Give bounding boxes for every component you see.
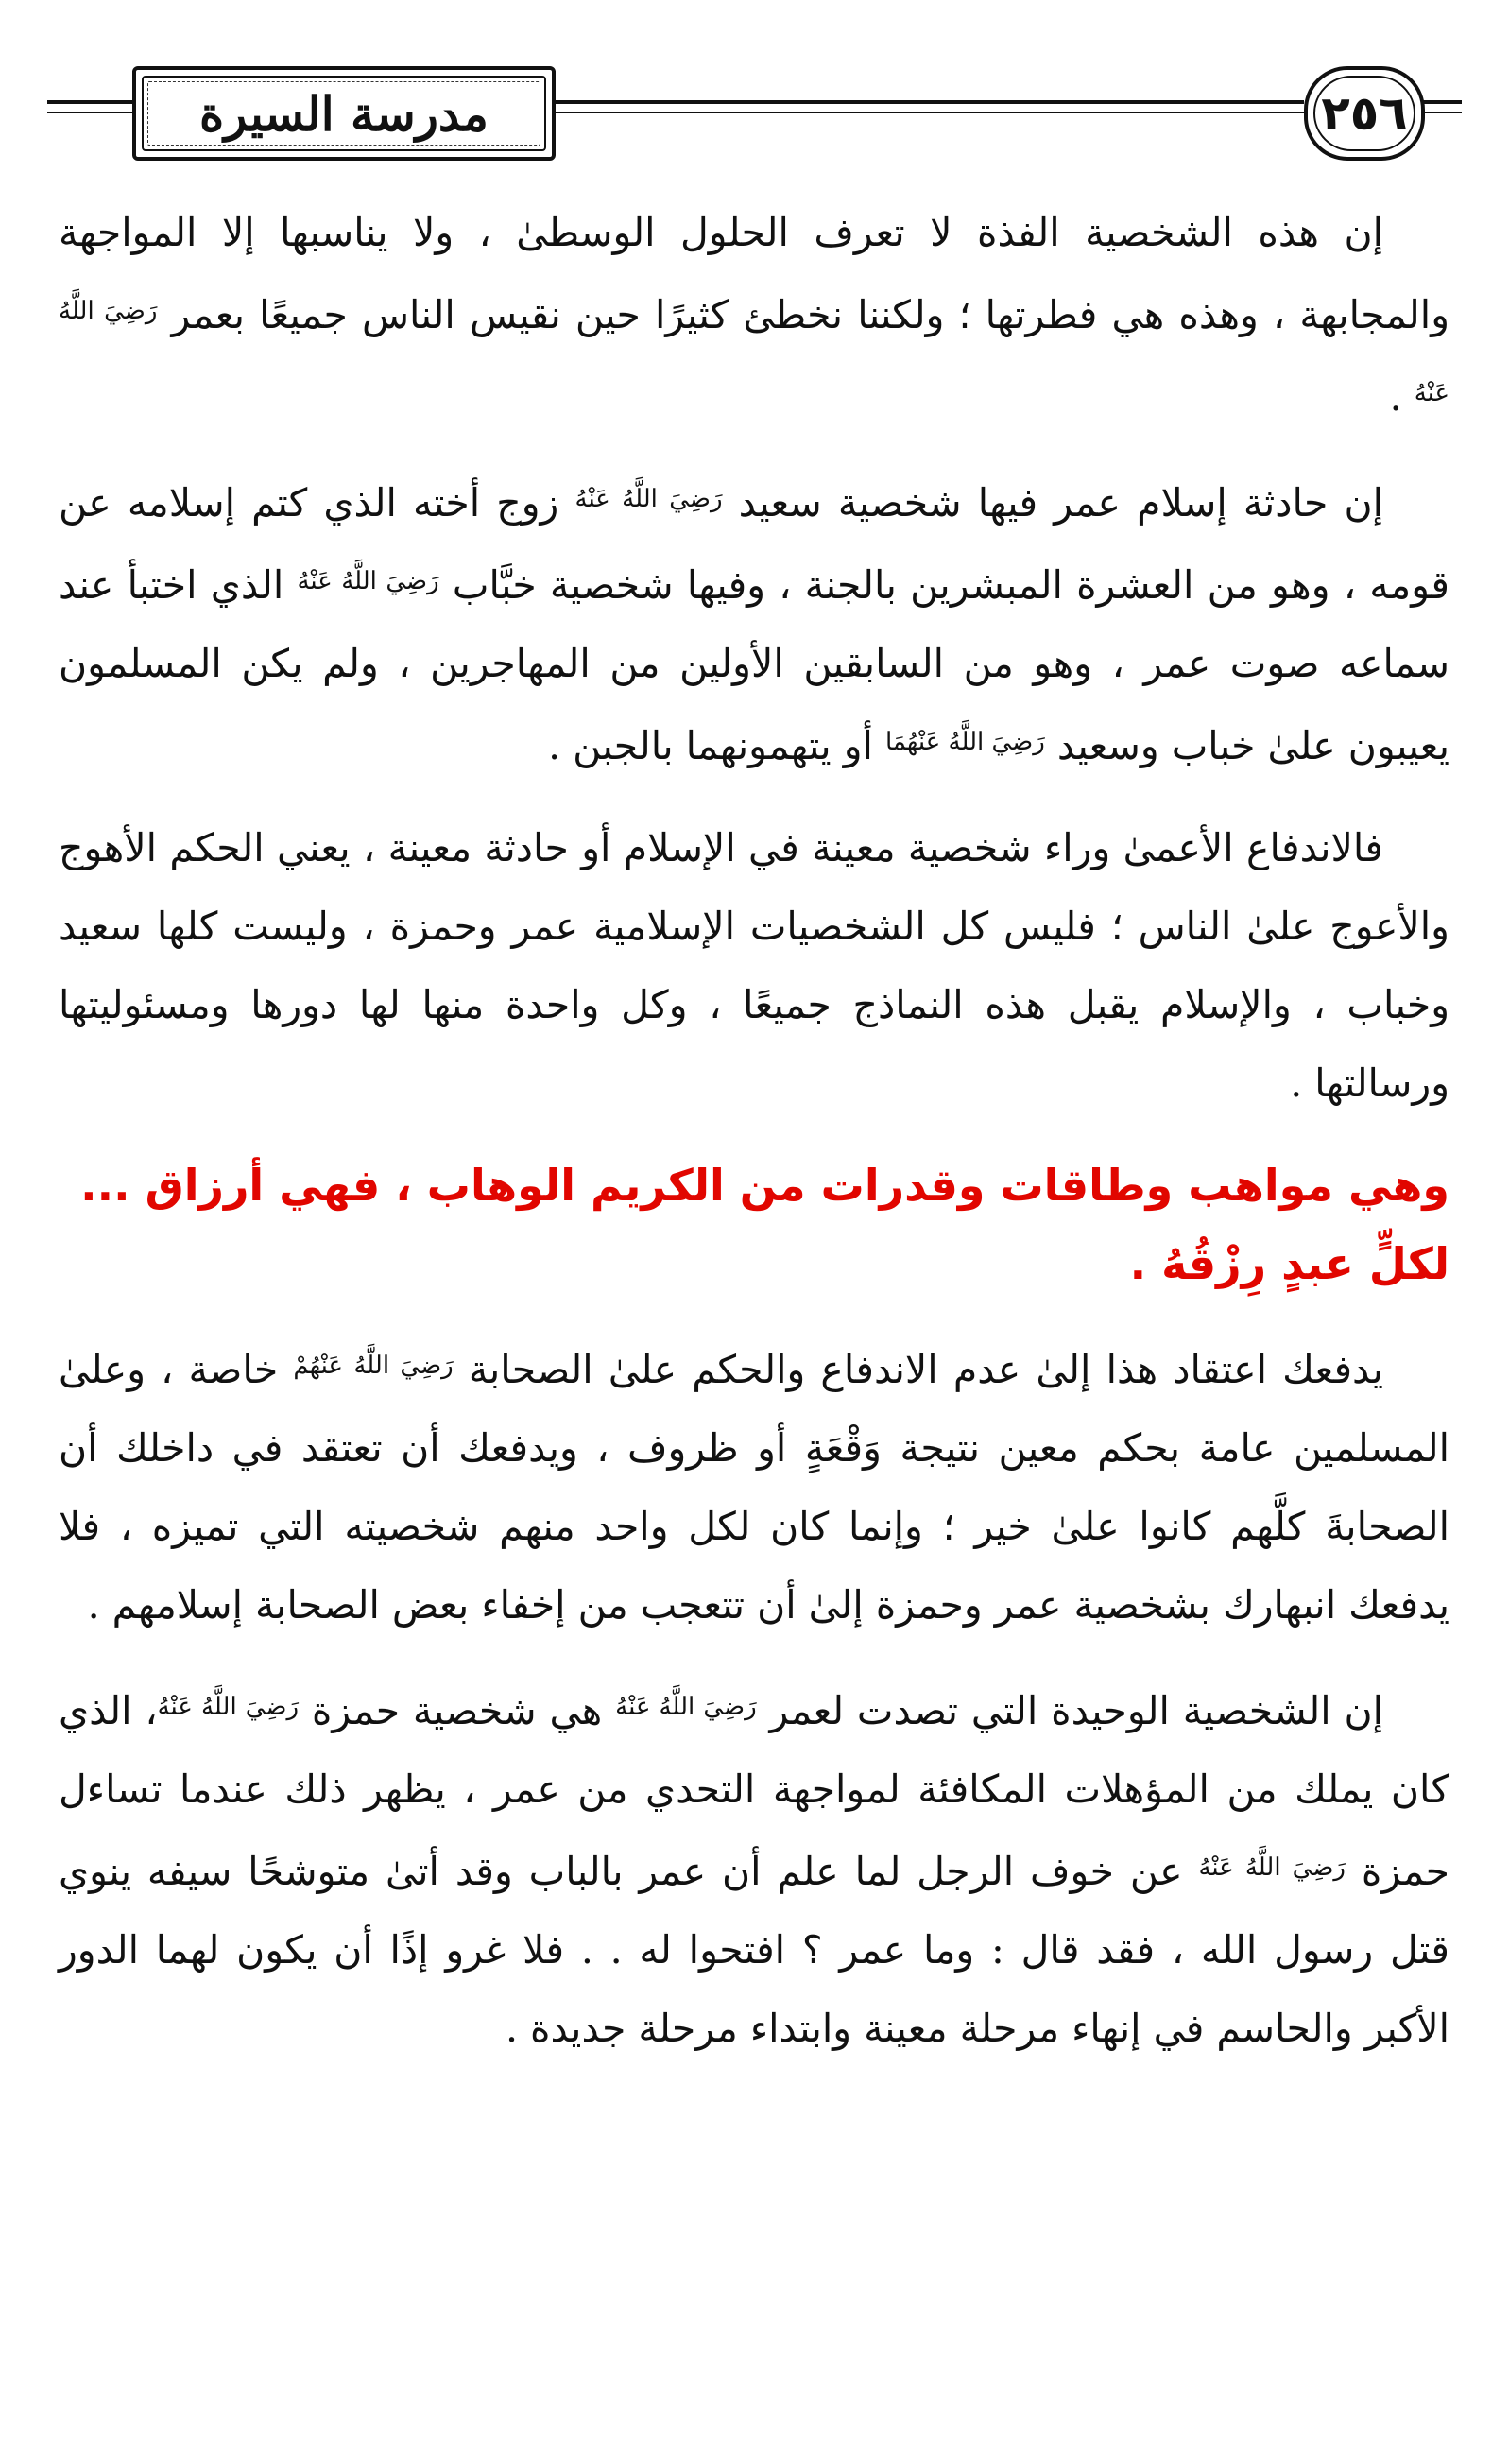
honorific-mark: رَضِيَ اللَّهُ عَنْهُ — [297, 567, 439, 595]
header-rule-left — [47, 100, 132, 104]
highlighted-headline — [59, 1146, 1449, 1303]
body-paragraph — [59, 194, 1449, 437]
header-rule-middle-thin — [548, 112, 1304, 113]
paragraph-text: الذي اختبأ عند سماعه صوت عمر ، وهو من السابقين الأولين من المهاجرين ، ولم يكن المسلمون يعيبون علىٰ خباب وسعيد — [59, 562, 1449, 768]
honorific-mark: رَضِيَ اللَّهُ عَنْهُ — [1198, 1853, 1346, 1882]
honorific-mark: رَضِيَ اللَّهُ عَنْهُ — [615, 1693, 757, 1721]
paragraph-text: عن خوف الرجل لما علم أن عمر بالباب وقد أتىٰ متوشحًا سيفه ينوي قتل رسول الله ، فقد قال : وما عمر ؟ افتحوا له . . فلا غرو إذًا أن يكون لهما الدور الأكبر والحاسم في إنهاء مرحلة معينة وابتداء مرحلة جديدة . — [59, 1849, 1449, 2051]
honorific-mark: رَضِيَ اللَّهُ عَنْهُمَا — [884, 728, 1045, 756]
paragraph-text: . — [1389, 374, 1415, 420]
paragraph-text: زوج أخته الذي كتم إسلامه عن قومه ، وهو من العشرة المبشرين بالجنة ، وفيها شخصية خبَّاب — [59, 480, 1449, 608]
page-number-oval — [1304, 66, 1425, 161]
header-rule-left-thin — [47, 112, 132, 113]
paragraph-text: إن حادثة إسلام عمر فيها شخصية سعيد — [722, 480, 1384, 526]
honorific-mark: رَضِيَ اللَّهُ عَنْهُ — [574, 485, 723, 513]
body-paragraph — [59, 809, 1449, 1123]
paragraph-text: أو يتهمونهما بالجبن . — [548, 723, 885, 768]
honorific-mark: رَضِيَ اللَّهُ عَنْهُمْ — [293, 1352, 454, 1380]
paragraph-text: يدفعك اعتقاد هذا إلىٰ عدم الاندفاع والحكم علىٰ الصحابة — [453, 1347, 1383, 1392]
paragraph-text: فالاندفاع الأعمىٰ وراء شخصية معينة في الإسلام أو حادثة معينة ، يعني الحكم الأهوج والأعوج علىٰ الناس ؛ فليس كل الشخصيات الإسلامية عمر وحمزة ، وليست كلها سعيد وخباب ، والإسلام يقبل هذه النماذج جميعًا ، وكل واحدة منها لها دورها ومسئوليتها ورسالتها . — [59, 825, 1449, 1106]
body-paragraph — [59, 1668, 1449, 2068]
body-paragraph — [59, 1327, 1449, 1645]
paragraph-text: إن الشخصية الوحيدة التي تصدت لعمر — [756, 1688, 1383, 1733]
paragraph-text: خاصة ، وعلىٰ المسلمين عامة بحكم معين نتيجة وَقْعَةٍ أو ظروف ، ويدفعك أن تعتقد في داخلك أن الصحابةَ كلَّهم كانوا علىٰ خير ؛ وإنما كان لكل واحد منهم شخصيته التي تميزه ، فلا يدفعك انبهارك بشخصية عمر وحمزة إلىٰ أن تتعجب من إخفاء بعض الصحابة إسلامهم . — [59, 1347, 1449, 1628]
page-header — [47, 45, 1462, 178]
page-number: ٢٥٦ — [1321, 86, 1408, 141]
book-title-cartouche — [132, 66, 556, 161]
page-body — [59, 194, 1449, 2092]
paragraph-text: إن هذه الشخصية الفذة لا تعرف الحلول الوسطىٰ ، ولا يناسبها إلا المواجهة والمجابهة ، وهذه هي فطرتها ؛ ولكننا نخطئ كثيرًا حين نقيس الناس جميعًا بعمر — [59, 210, 1449, 337]
header-rule-middle — [548, 100, 1304, 104]
book-title: مدرسة السيرة — [190, 86, 498, 142]
paragraph-text: ، الذي كان يملك من المؤهلات المكافئة لمواجهة التحدي من عمر ، يظهر ذلك عندما تساءل حمزة — [59, 1688, 1449, 1894]
honorific-mark: رَضِيَ اللَّهُ عَنْهُ — [157, 1693, 300, 1721]
body-paragraph — [59, 460, 1449, 785]
honorific-mark: رَضِيَ اللَّهُ عَنْهُ — [59, 297, 1449, 407]
paragraph-text: وهي مواهب وطاقات وقدرات من الكريم الوهاب ، فهي أرزاق ... لكلٍّ عبدٍ رِزْقُهُ . — [80, 1160, 1449, 1289]
paragraph-text: هي شخصية حمزة — [299, 1688, 616, 1733]
